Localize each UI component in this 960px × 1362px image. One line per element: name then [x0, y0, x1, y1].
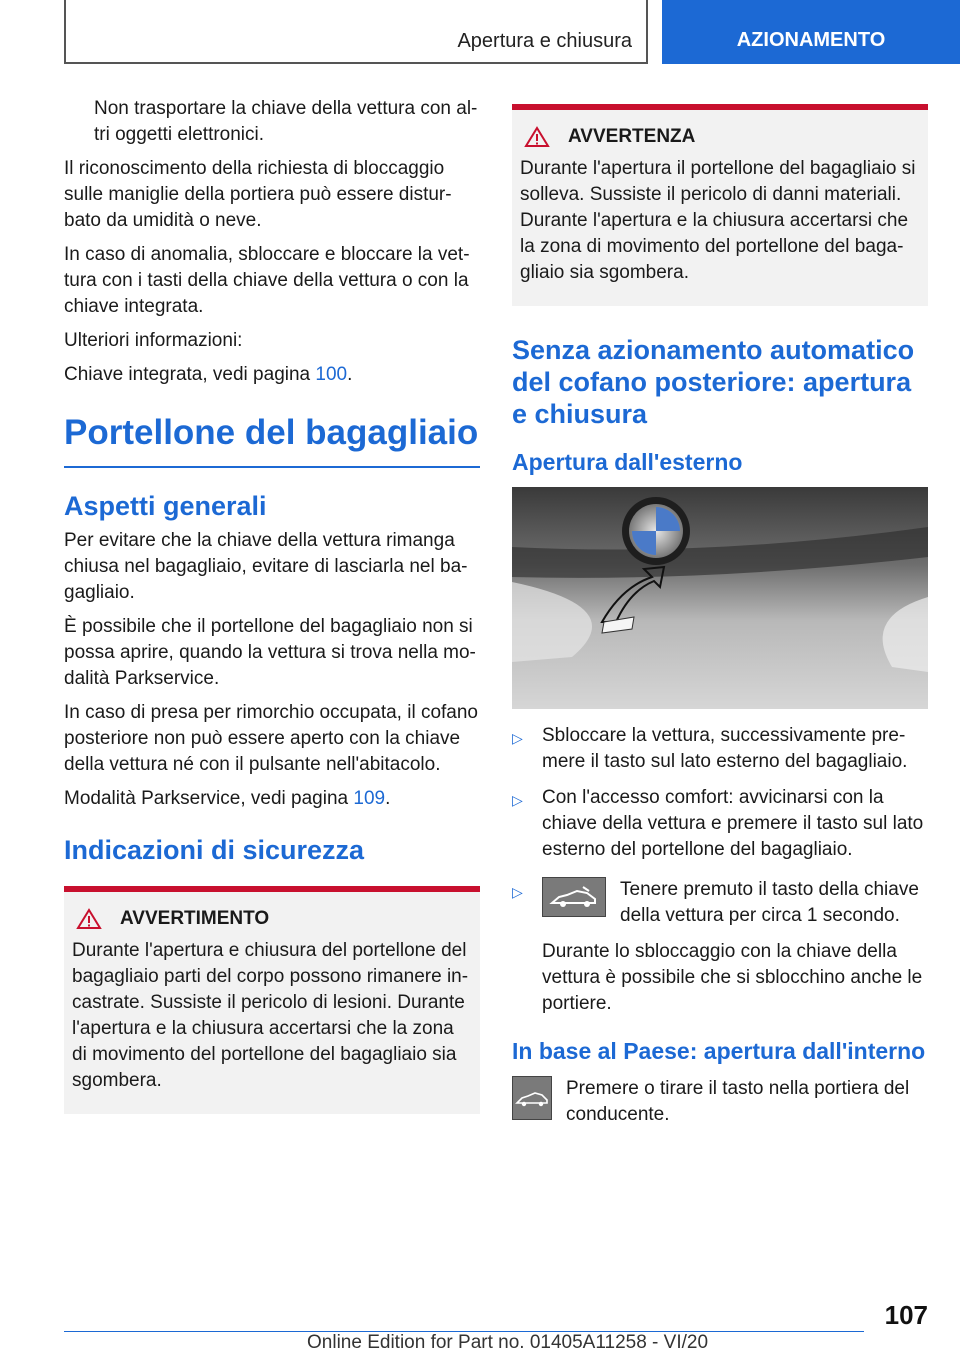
paragraph: Ulteriori informazioni: — [64, 330, 243, 351]
page-number: 107 — [884, 1300, 928, 1330]
instruction-text: Premere o tirare il tasto nella portiera del conducente. — [566, 1078, 910, 1125]
warning-text: Durante l'apertura e chiusura del portellone del bagagliaio parti del corpo possono rimanere in‐castrate. Sussiste il pericolo di lesioni. Durante l'apertura e la chiusura accertarsi che la zona di movimento del portellone del bagagliaio sia sgombera. — [72, 940, 469, 1091]
warning-title: AVVERTIMENTO — [120, 908, 270, 929]
section-title: Apertura e chiusura — [457, 30, 632, 52]
trunk-button-photo — [512, 487, 928, 709]
chapter-title: AZIONAMENTO — [736, 28, 886, 51]
step-text: Sbloccare la vettura, successivamente pre‐mere il tasto sul lato esterno del bagagliaio. — [542, 725, 908, 772]
step-text: Tenere premuto il tasto della chiave della vettura per circa 1 secondo. — [620, 879, 919, 926]
page-link[interactable]: 100 — [315, 364, 348, 385]
reference-text: Chiave integrata, vedi pagina — [64, 364, 316, 385]
paragraph: Non trasportare la chiave della vettura con al‐tri oggetti elettronici. — [94, 98, 478, 145]
step-note: Durante lo sbloccaggio con la chiave della vettura è possibile che si sblocchino anche le portiere. — [542, 941, 923, 1014]
punctuation: . — [385, 788, 391, 809]
instruction-step — [512, 785, 928, 863]
reference-text: Modalità Parkservice, vedi pagina — [64, 788, 354, 809]
minor-heading: In base al Paese: apertura dall'interno — [512, 1038, 926, 1064]
step-text: Con l'accesso comfort: avvicinarsi con la chiave della vettura e premere il tasto sul lato esterno del portellone del bagagliaio. — [542, 787, 924, 860]
subsection-heading: Senza azionamento automatico del cofano posteriore: apertura e chiusura — [512, 335, 915, 429]
paragraph-with-link — [64, 786, 480, 812]
inside-instruction — [512, 1076, 928, 1128]
left-column — [64, 96, 480, 1114]
section-heading: Portellone del bagagliaio — [64, 412, 480, 468]
header-frame — [64, 0, 648, 64]
warning-triangle-icon — [524, 126, 550, 148]
page-link[interactable]: 109 — [353, 788, 386, 809]
paragraph: Per evitare che la chiave della vettura rimanga chiusa nel bagagliaio, evitare di lasciarla nel ba‐gagliaio. — [64, 530, 468, 603]
chapter-tab[interactable] — [662, 0, 960, 64]
paragraph: Il riconoscimento della richiesta di bloccaggio sulle maniglie della portiera può essere distur‐bato da umidità o neve. — [64, 158, 452, 231]
right-column — [512, 104, 928, 1128]
warning-box — [64, 886, 480, 1114]
minor-heading: Apertura dall'esterno — [512, 449, 743, 475]
trunk-switch-icon — [512, 1076, 552, 1120]
caution-box — [512, 104, 928, 306]
paragraph-with-link — [64, 362, 480, 388]
footer-text: Online Edition for Part no. 01405A11258 - VI/20 — [307, 1332, 709, 1353]
punctuation: . — [347, 364, 353, 385]
subsection-heading: Indicazioni di sicurezza — [64, 835, 365, 865]
warning-triangle-icon — [76, 908, 102, 930]
step-bullet-icon: ▷ — [512, 884, 523, 900]
trunk-key-icon — [542, 877, 606, 917]
warning-header — [72, 906, 472, 932]
paragraph: In caso di anomalia, sbloccare e bloccare la vet‐tura con i tasti della chiave della vettura o con la chiave integrata. — [64, 244, 470, 317]
paragraph: In caso di presa per rimorchio occupata, il cofano posteriore non può essere aperto con la chiave della vettura né con il pulsante nell'abitacolo. — [64, 702, 478, 775]
paragraph: È possibile che il portellone del bagagliaio non si possa aprire, quando la vettura si trova nella mo‐dalità Parkservice. — [64, 616, 476, 689]
caution-title: AVVERTENZA — [568, 126, 696, 147]
step-bullet-icon: ▷ — [512, 792, 523, 808]
step-bullet-icon: ▷ — [512, 730, 523, 746]
instruction-step — [512, 723, 928, 775]
caution-text: Durante l'apertura il portellone del bagagliaio si solleva. Sussiste il pericolo di danni materiali. Durante l'apertura e la chiusura accertarsi che la zona di movimento del portellone del baga‐gliaio sia sgombera. — [520, 158, 916, 283]
caution-header — [520, 124, 920, 150]
instruction-step — [512, 877, 928, 929]
subsection-heading: Aspetti generali — [64, 491, 267, 521]
instruction-list — [512, 723, 928, 929]
